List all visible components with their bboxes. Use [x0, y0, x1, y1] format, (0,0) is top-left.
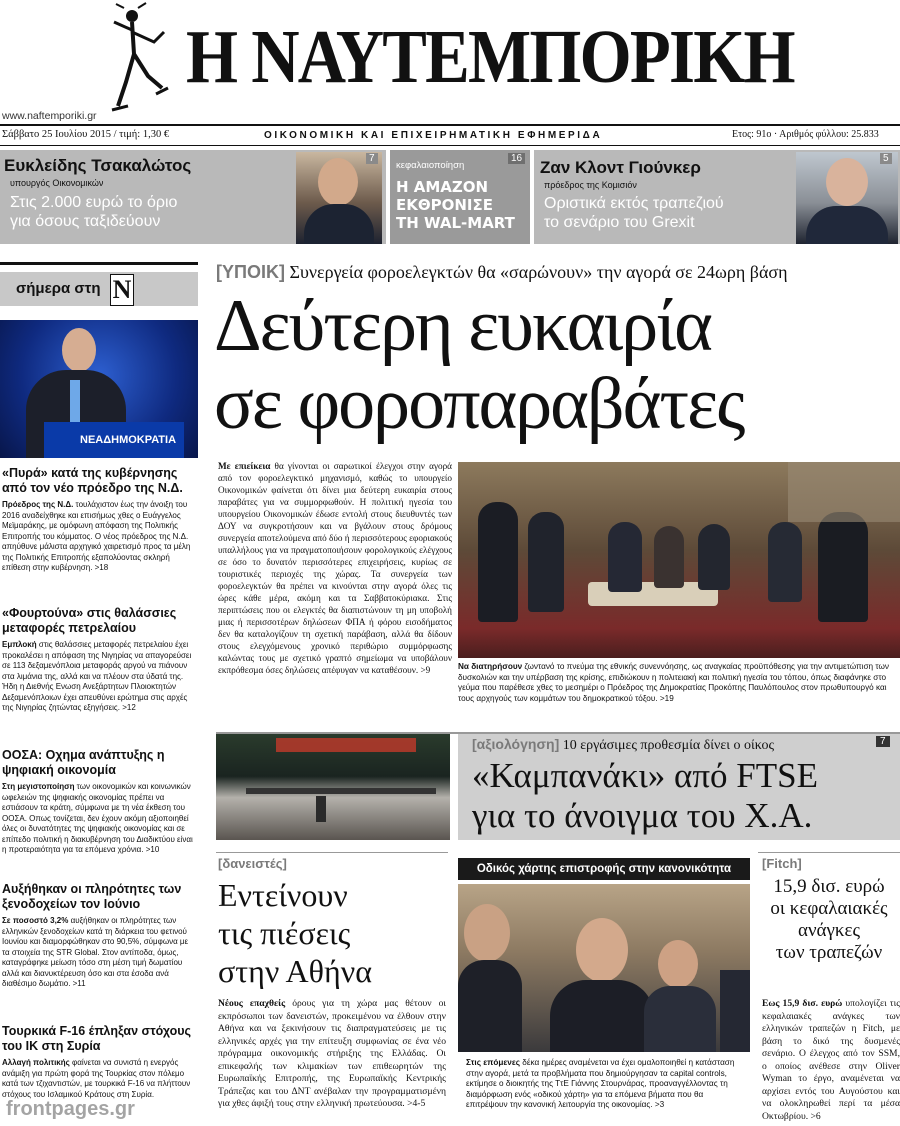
sidebar-logo-letter: N: [110, 274, 134, 306]
teaser-headline: για όσους ταξιδεύουν: [10, 213, 161, 230]
sidebar-label: σήμερα στη: [16, 280, 101, 297]
main-kicker: [ΥΠΟΙΚ] Συνεργεία φοροελεγκτών θα «σαρώνουν» την αγορά σε 24ωρη βάση: [216, 262, 788, 282]
sidebar-item-headline: Τουρκικά F-16 έπληξαν στόχους του ΙΚ στη Συρία: [2, 1024, 192, 1053]
masthead-rule-bottom: [0, 145, 900, 146]
date-price: Σάββατο 25 Ιουλίου 2015 / τιμή: 1,30 €: [2, 129, 170, 140]
sidebar-rule: [0, 262, 198, 265]
newspaper-title: Η ΝΑΥΤΕΜΠΟΡΙΚΗ: [186, 15, 794, 99]
fitch-story[interactable]: [758, 852, 900, 1126]
teaser-headline: Στις 2.000 ευρώ το όριο: [10, 194, 178, 211]
teaser-tsakalotos[interactable]: [0, 150, 386, 244]
fitch-body: Εως 15,9 δισ. ευρώ υπολογίζει τις κεφαλαιακές ανάγκες των ελληνικών τραπεζών η Fitch, με βάση το δικό της δυσμενές σενάριο. Ο έλεγχος από τον SSM, ο οποίος ανέθεσε στην Oliver Wyman το έργο, αναμένεται να αρχίσει εντός του Αυγούστου και να ολοκληρωθεί περί τα μέσα Οκτωβρίου. >6: [762, 998, 900, 1122]
presidential-lunch-photo: [458, 462, 900, 658]
tsakalotos-photo: [296, 152, 382, 244]
sidebar-item-text: Πρόεδρος της Ν.Δ. τουλάχιστον έως την άνοιξη του 2016 αναδείχθηκε και επισήμως χθες ο Ευάγγελος Μεϊμαράκης, με ομόφωνη απόφαση της Πολιτικής Επιτροπής του κόμματος. Ο νέος πρόεδρος της Ν.Δ. απηύθυνε μάλιστα αρχηγικό χαιρετισμό προς τα μέλη της Πολιτικής Επιτροπής εξαπολύοντας σκληρή επίθεση στην κυβέρνηση. >18: [2, 500, 191, 572]
teaser-headline: Οριστικά εκτός τραπεζιού: [544, 195, 724, 212]
sidebar-item-headline: Αυξήθηκαν οι πληρότητες των ξενοδοχείων τον Ιούνιο: [2, 882, 182, 911]
teaser-tag: κεφαλαιοποίηση: [396, 160, 465, 171]
sidebar-item-text: Στη μεγιστοποίηση των οικονομικών και κοινωνικών ωφελειών της ψηφιακής οικονομίας πρέπει να εστιάσουν τα κράτη, σύμφωνα με τη νέα έκθεση του ΟΟΣΑ. Οπως τονίζεται, δεν έχουν ακόμη αξιοποιηθεί όλες οι δυνατότητες της ψηφιακής οικονομίας και σε επίπεδο πολιτική η διακυβέρνηση του Διαδικτύου είναι η προτεραιότητα για τα επόμενα χρόνια. >10: [2, 782, 193, 854]
paper-subtitle: ΟΙΚΟΝΟΜΙΚΗ ΚΑΙ ΕΠΙΧΕΙΡΗΜΑΤΙΚΗ ΕΦΗΜΕΡΙΔΑ: [264, 130, 603, 141]
teaser-headline: ΕΚΘΡΟΝΙΣΕ: [396, 196, 493, 214]
creditors-headline: τις πιέσεις: [218, 915, 351, 951]
main-headline: σε φοροπαραβάτες: [214, 363, 744, 445]
watermark: frontpages.gr: [6, 1098, 135, 1120]
sidebar-item[interactable]: [2, 748, 194, 856]
creditors-headline: στην Αθήνα: [218, 953, 372, 989]
sidebar-item[interactable]: [2, 606, 194, 714]
teaser-headline: Η AMAZON: [396, 178, 489, 196]
ftse-story[interactable]: [216, 732, 900, 842]
creditors-body: Νέους επαχθείς όρους για τη χώρα μας θέτουν οι εκπρόσωποι των δανειστών, προκειμένου να έλθουν στην Αθήνα και να ξεκινήσουν τις διαπραγματεύσεις με τις ελληνικές αρχές για την επίτευξη συμφωνίας σε ένα νέο πρόγραμμα οικονομικής στήριξης της Ελλάδας. Οι επικεφαλής των κλιμακίων των επιθεωρητών της Ευρωπαϊκής Επιτροπής, της Ευρωπαϊκής Κεντρικής Τράπεζας και του ΔΝΤ ανέβαλαν την προγραμματισμένη για χθες άφιξή τους στην ελληνική πρωτεύουσα. >4-5: [218, 998, 446, 1109]
stock-exchange-photo: [216, 734, 450, 840]
page-ref: 7: [366, 153, 378, 164]
main-story[interactable]: [210, 262, 900, 726]
page-ref: 16: [508, 153, 525, 164]
teaser-name: Ευκλείδης Τσακαλώτος: [4, 156, 192, 175]
sidebar-item-text: Αλλαγή πολιτικής φαίνεται να συνιστά η ενεργός ανάμιξη για πρώτη φορά της Τουρκίας στον πόλεμο κατά των τζιχαντιστών, με τουρκικά F-16 να πλήττουν στόχους του Ισλαμικού Κράτους στη Συρία.: [2, 1058, 191, 1099]
teaser-headline: ΤΗ WAL-MART: [396, 214, 515, 232]
page-ref: 5: [880, 153, 892, 164]
sidebar-item-headline: «Πυρά» κατά της κυβέρνησης από τον νέο πρόεδρο της Ν.Δ.: [2, 466, 183, 495]
creditors-rule: [216, 852, 448, 853]
teaser-juncker[interactable]: [534, 150, 900, 244]
masthead: [0, 0, 900, 148]
stournaras-photo: [458, 884, 750, 1052]
sidebar-item-text: Εμπλοκή στις θαλάσσιες μεταφορές πετρελαίου έχει προκαλέσει η απόφαση της Νιγηρίας να απαγορεύσει σε 113 δεξαμενόπλοια μεταφοράς αργού να πιάνουν στα λιμάνια της, αλλά και να πλέουν στα ύδατά της. Ήδη η Διεθνής Ενωση Ανεξάρτητων Πλοιοκτητών Δεξαμενόπλοιων έχει απευθύνει ερώτημα στις αρχές της Νιγηρίας ζητώντας εξηγήσεις. >12: [2, 640, 192, 712]
creditors-headline: Εντείνουν: [218, 877, 348, 913]
sidebar-label-box: [0, 272, 198, 306]
teaser-amazon[interactable]: [390, 150, 530, 244]
sidebar: [0, 262, 198, 1126]
sidebar-item-text: Σε ποσοστό 3,2% αυξήθηκαν οι πληρότητες των ελληνικών ξενοδοχείων κατά τη διάρκεια του φετινού Ιουνίου και διαμορφώθηκαν στο 90,5%, σύμφωνα με τα στοιχεία της STR Global. Στον αντίποδα, όμως, καταγράφηκε μείωση τόσο στη μέση τιμή δωματίου αλλά και διανυκτέρευση όσο και στα έσοδα ανά διαθέσιμο δωμάτιο. >11: [2, 916, 189, 988]
creditors-tag: [δανειστές]: [218, 856, 287, 871]
teaser-role: πρόεδρος της Κομισιόν: [544, 180, 637, 190]
creditors-story[interactable]: [216, 852, 448, 1126]
party-logo-text: ΝΕΑΔΗΜΟΚΡΑΤΙΑ: [80, 434, 177, 446]
main-headline: Δεύτερη ευκαιρία: [214, 285, 711, 367]
ftse-kicker: [αξιολόγηση] 10 εργάσιμες προθεσμία δίνει ο οίκος: [472, 736, 775, 753]
hermes-logo-icon: [108, 2, 170, 122]
ftse-content-box: [458, 734, 900, 840]
roadmap-banner: Οδικός χάρτης επιστροφής στην κανονικότητα: [458, 858, 750, 880]
fitch-rule: [758, 852, 900, 853]
ftse-headline: «Καμπανάκι» από FTSE: [472, 756, 819, 795]
sidebar-item[interactable]: [2, 466, 194, 574]
sidebar-item-headline: ΟΟΣΑ: Οχημα ανάπτυξης η ψηφιακή οικονομία: [2, 748, 165, 777]
meimarakis-photo: [0, 320, 198, 458]
teaser-name: Ζαν Κλοντ Γιούνκερ: [540, 158, 701, 177]
photo-caption: Να διατηρήσουν ζωντανό το πνεύμα της εθνικής συνεννόησης, ως αναγκαίας προϋπόθεσης για την αντιμετώπιση των δυσκολιών και την υπέρβαση της κρίσης, επιδιώκουν η πολιτειακή και πολιτική ηγεσία του τόπου, όπως διαφάνηκε στο γεύμα που παρέθεσε χθες το μεσημέρι ο Πρόεδρος της Δημοκρατίας Προκόπης Παυλόπουλος στον πρωθυπουργό και τους αρχηγούς των κομμάτων του δημοκρατικού τόξου. >19: [458, 662, 889, 703]
masthead-rule-top: [0, 124, 900, 126]
ftse-headline: για το άνοιγμα του Χ.Α.: [472, 796, 813, 835]
teaser-headline: το σενάριο του Grexit: [544, 214, 695, 231]
juncker-photo: [796, 152, 898, 244]
fitch-headline: 15,9 δισ. ευρώ οι κεφαλαιακές ανάγκες των τραπεζών: [770, 876, 888, 963]
roadmap-story[interactable]: [458, 858, 750, 1126]
page-ref: 7: [876, 736, 890, 747]
teaser-role: υπουργός Οικονομικών: [10, 178, 104, 188]
sidebar-item[interactable]: [2, 882, 194, 990]
fitch-tag: [Fitch]: [762, 856, 802, 871]
website-link[interactable]: www.naftemporiki.gr: [2, 110, 97, 122]
sidebar-item-headline: «Φουρτούνα» στις θαλάσσιες μεταφορές πετρελαίου: [2, 606, 177, 635]
roadmap-caption: Στις επόμενες δέκα ημέρες αναμένεται να έχει ομαλοποιηθεί η κατάσταση στην αγορά, μετά τα προβλήματα που δημιούργησαν τα capital controls, εκτίμησε ο διοικητής της ΤτΕ Γιάννης Στουρνάρας, προαναγγέλλοντας τη διαμόρφωση ενός «οδικού χάρτη» για τα επόμενα βήματα που θα επιτρέψουν την κανονική λειτουργία της οικονομίας. >3: [466, 1058, 735, 1109]
issue-number: Ετος: 91ο · Αριθμός φύλλου: 25.833: [732, 129, 879, 140]
main-body: Με επιείκεια θα γίνονται οι σαρωτικοί έλεγχοι στην αγορά από τον φοροελεγκτικό μηχανισμό, καθώς το υπουργείο Οικονομικών φαίνεται ότι δίνει μια δεύτερη ευκαιρία στους παραβάτες για να συμμορφωθούν. Η πολιτική ηγεσία του υπουργείου Οικονομικών έδωσε εντολή στους διευθυντές των ΔΟΥ να συγκροτήσουν και να βγάλουν στους δρόμους συνεργεία αποτελούμενα από δύο ή περισσότερους εφοριακούς υπαλλήλους για να πραγματοποιήσουν φορολογικούς ελέγχους σε όσο το δυνατόν περισσότερες επιχειρήσεις, κυρίως σε τουριστικές περιοχές της χώρας. Τα συνεργεία των φοροελεγκτών θα πρέπει να κινούνται στην αγορά όλες τις ώρες κάθε μέρα, ακόμη και τα Σαββατοκύριακα. Στις περιπτώσεις που οι ελεγκτές θα διαπιστώνουν τη μη υποβολή μιας ή περισσοτέρων δηλώσεων ΦΠΑ ή φόρου εισοδήματος δεν θα καταλογίζουν τη σχετική παράβαση, αλλά θα δίδουν στους ελεγχόμενους χρονικό περιθώριο συμμόρφωσης καλώντας τους με σχετικό γραπτό σημείωμα να υποβάλουν εκπρόθεσμα όσες δηλώσεις απέφυγαν να καταθέσουν. >9: [218, 461, 452, 675]
